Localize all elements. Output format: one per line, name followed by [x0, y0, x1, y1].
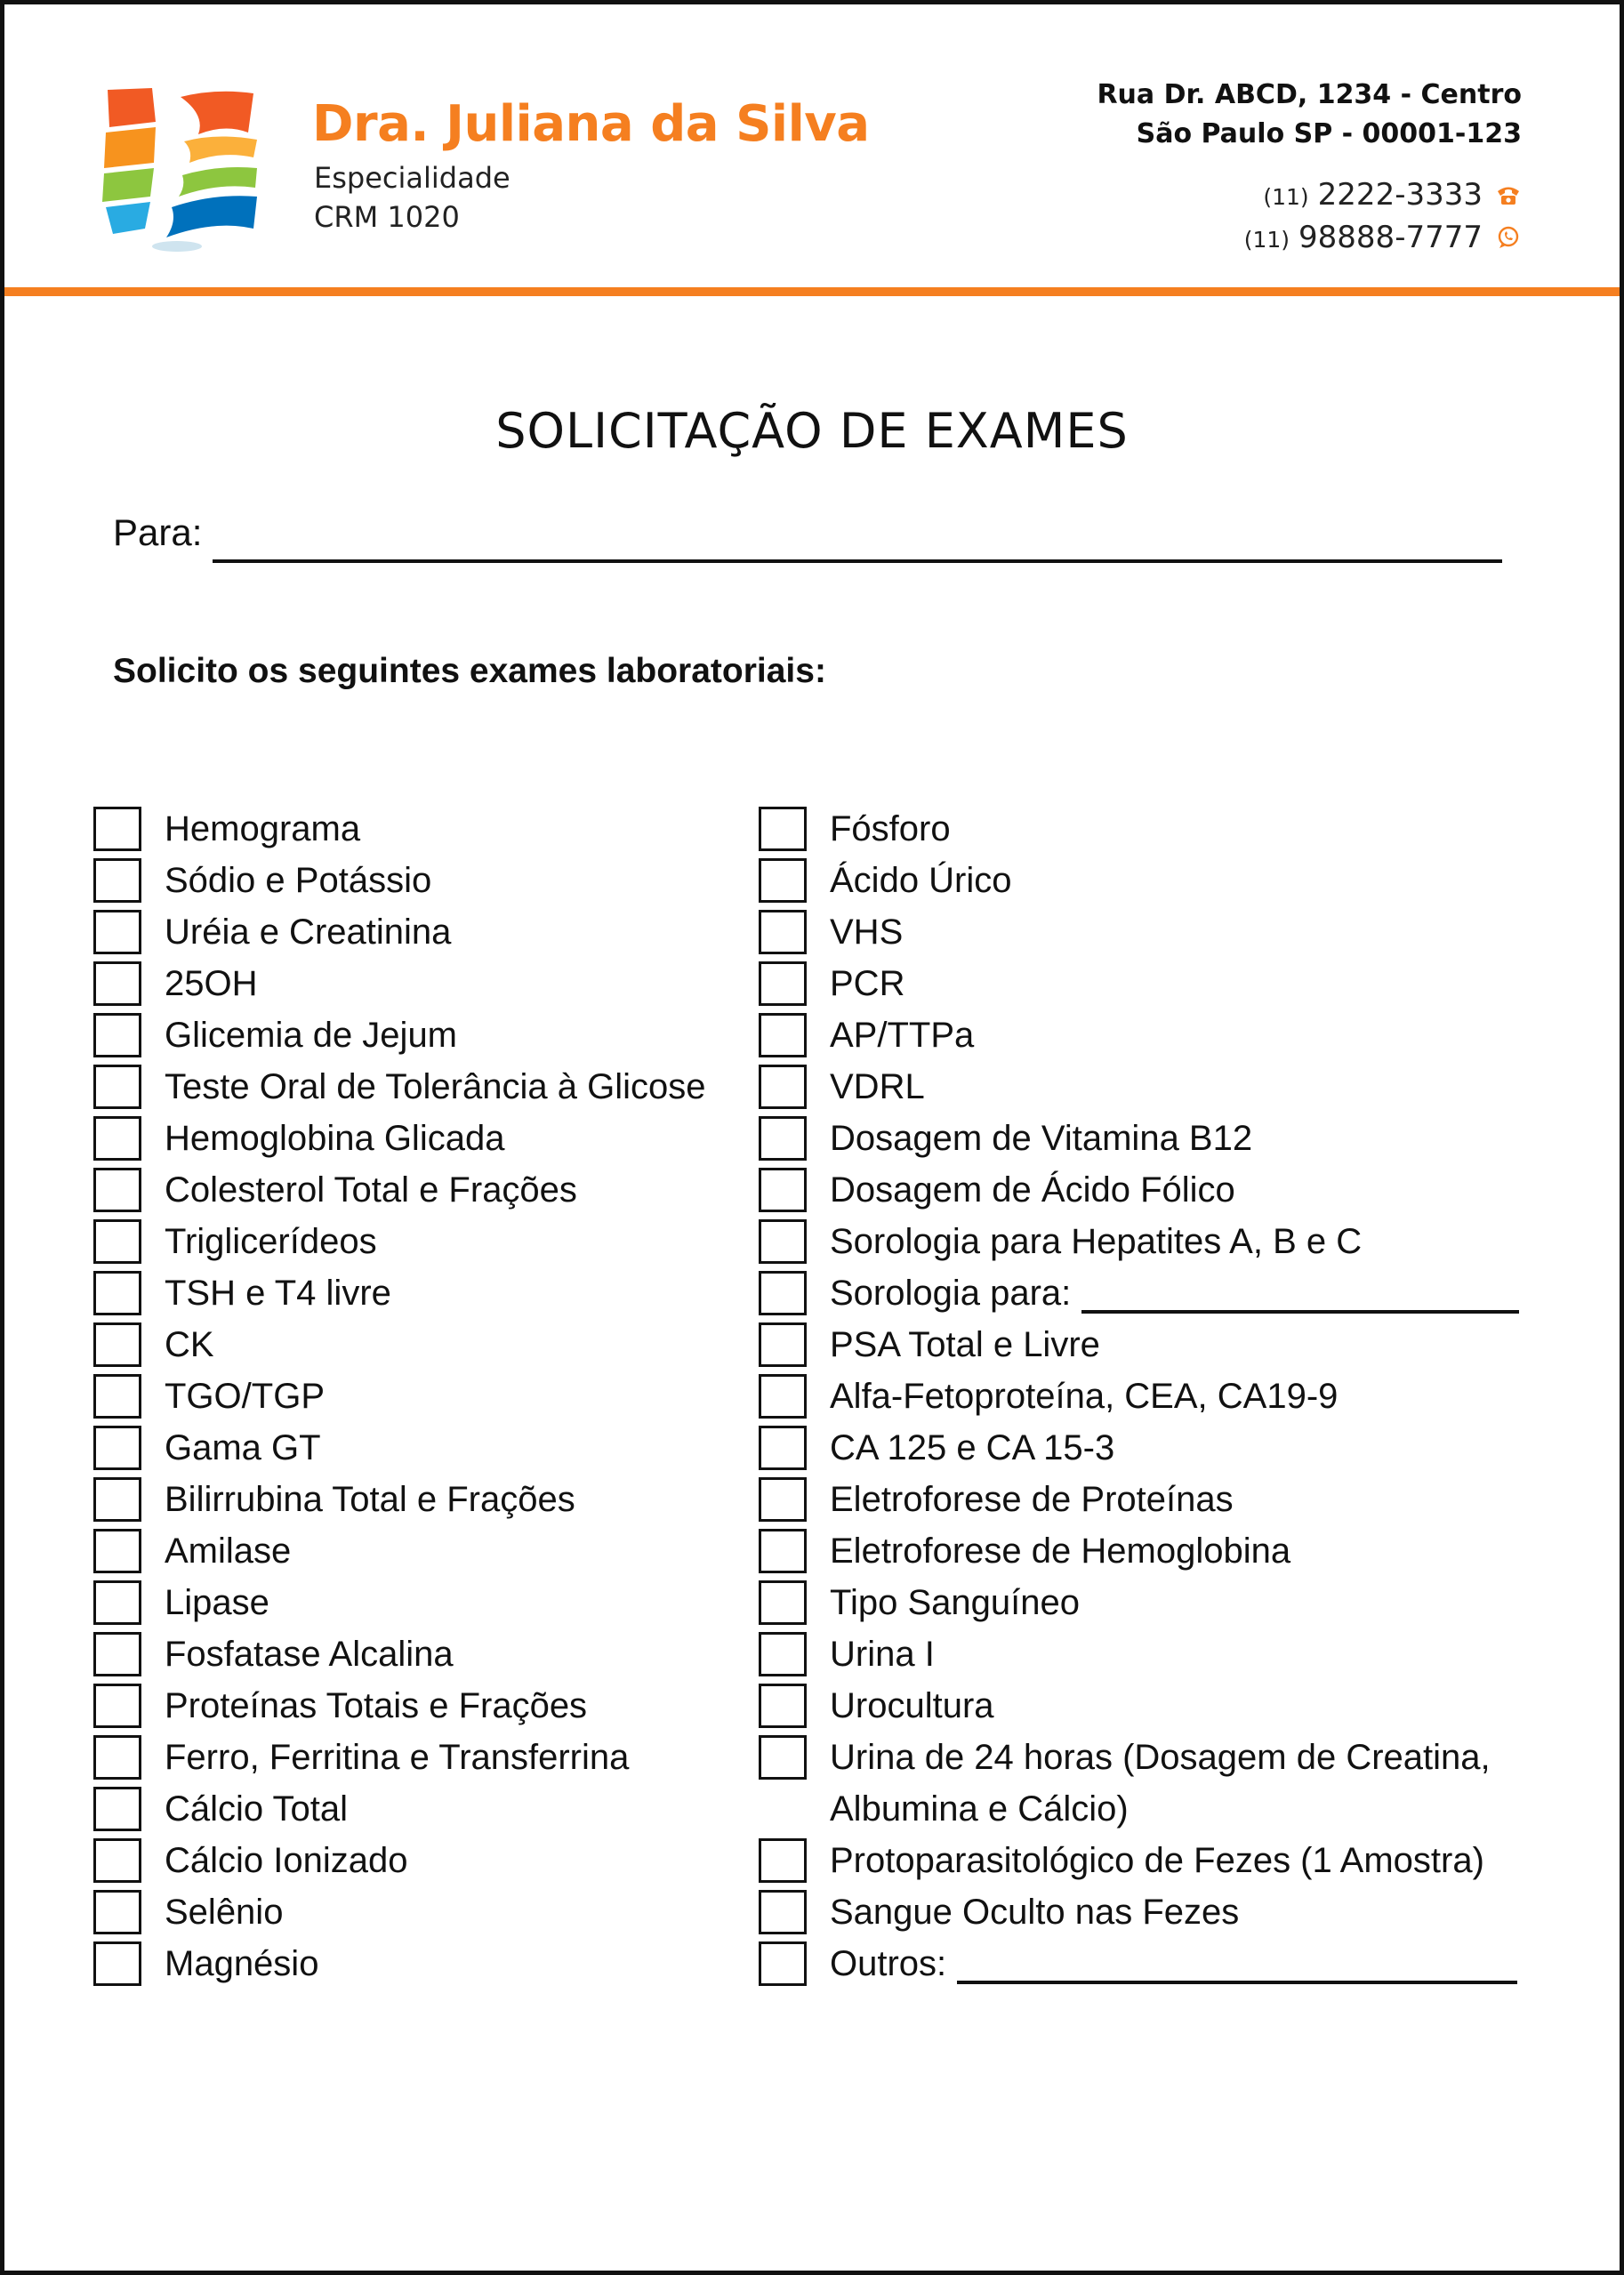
exam-label: Ferro, Ferritina e Transferrina [165, 1737, 630, 1777]
para-input-line[interactable] [213, 559, 1502, 563]
exam-checkbox[interactable] [759, 1477, 807, 1522]
exam-checkbox[interactable] [93, 1941, 141, 1986]
para-label: Para: [113, 511, 203, 553]
outros-input-line[interactable] [957, 1981, 1517, 1984]
exam-label: CK [165, 1324, 214, 1364]
address-line-1: Rua Dr. ABCD, 1234 - Centro [1097, 79, 1522, 110]
exam-item[interactable] [759, 1319, 1519, 1371]
form-title: SOLICITAÇÃO DE EXAMES [495, 403, 1129, 459]
exam-item-continuation [759, 1783, 1519, 1835]
exam-item[interactable] [93, 1164, 705, 1216]
exam-item[interactable] [93, 1061, 705, 1113]
exam-item[interactable] [93, 1113, 705, 1164]
whatsapp-icon [1495, 224, 1522, 251]
exam-item[interactable] [759, 1267, 1519, 1319]
exam-item[interactable] [93, 1319, 705, 1371]
intro-text: Solicito os seguintes exames laboratoriais: [113, 652, 826, 690]
exam-checkbox[interactable] [759, 1322, 807, 1367]
exam-item[interactable] [93, 1009, 705, 1061]
exam-checkbox[interactable] [759, 1838, 807, 1883]
exam-label: Amilase [165, 1531, 292, 1571]
exam-label: Dosagem de Ácido Fólico [830, 1170, 1235, 1210]
exam-item[interactable] [759, 1525, 1519, 1577]
exam-label: Outros: [830, 1943, 947, 1983]
exam-checkbox[interactable] [759, 1168, 807, 1212]
exam-label: Eletroforese de Hemoglobina [830, 1531, 1291, 1571]
exam-item[interactable] [93, 803, 705, 855]
exam-checkbox[interactable] [93, 1787, 141, 1831]
exam-item[interactable] [759, 1061, 1519, 1113]
exam-label: Eletroforese de Proteínas [830, 1479, 1234, 1519]
exam-checkbox[interactable] [93, 807, 141, 851]
exam-label: Alfa-Fetoproteína, CEA, CA19-9 [830, 1376, 1339, 1416]
exam-checkbox[interactable] [93, 1838, 141, 1883]
exam-item[interactable] [93, 1216, 705, 1267]
exam-checkbox[interactable] [93, 1684, 141, 1728]
whatsapp-number: 98888-7777 [1298, 220, 1483, 255]
exam-checkbox[interactable] [93, 1168, 141, 1212]
exam-item[interactable] [759, 1164, 1519, 1216]
exam-checkbox[interactable] [93, 1219, 141, 1264]
exam-checkbox[interactable] [759, 1580, 807, 1625]
exam-item[interactable] [759, 1009, 1519, 1061]
exam-checkbox[interactable] [93, 1271, 141, 1315]
exam-item[interactable] [759, 1938, 1519, 1990]
exam-checkbox[interactable] [759, 1529, 807, 1573]
exam-item[interactable] [93, 1371, 705, 1422]
exam-label: TGO/TGP [165, 1376, 325, 1416]
exam-item[interactable] [759, 1113, 1519, 1164]
exam-checkbox[interactable] [759, 1219, 807, 1264]
exam-label: Selênio [165, 1892, 284, 1932]
exam-label: Urocultura [830, 1685, 994, 1725]
exam-label: VHS [830, 912, 904, 952]
phone-number: 2222-3333 [1317, 177, 1483, 213]
header-divider [4, 287, 1620, 296]
exam-label: Lipase [165, 1582, 269, 1622]
exam-label: Glicemia de Jejum [165, 1015, 458, 1055]
exam-checkbox[interactable] [759, 1941, 807, 1986]
exam-checkbox[interactable] [93, 910, 141, 954]
exam-checkbox[interactable] [759, 807, 807, 851]
exam-checkbox[interactable] [759, 1684, 807, 1728]
exam-label: Protoparasitológico de Fezes (1 Amostra) [830, 1840, 1484, 1880]
exam-list-right [759, 803, 1519, 1990]
exam-label: Sangue Oculto nas Fezes [830, 1892, 1240, 1932]
exam-label: 25OH [165, 963, 258, 1003]
exam-checkbox[interactable] [759, 858, 807, 903]
exam-checkbox[interactable] [759, 1426, 807, 1470]
exam-label: Fosfatase Alcalina [165, 1634, 454, 1674]
exam-label: Hemograma [165, 808, 361, 848]
exam-item[interactable] [93, 1628, 705, 1680]
exam-item[interactable] [93, 958, 705, 1009]
exam-item[interactable] [93, 1886, 705, 1938]
exam-label: Cálcio Ionizado [165, 1840, 408, 1880]
exam-checkbox[interactable] [93, 1426, 141, 1470]
exam-label: AP/TTPa [830, 1015, 975, 1055]
exam-checkbox[interactable] [93, 1322, 141, 1367]
crm-number: CRM 1020 [314, 200, 460, 234]
exam-item[interactable] [93, 1577, 705, 1628]
exam-item[interactable] [759, 1422, 1519, 1474]
exam-item[interactable] [759, 1371, 1519, 1422]
exam-label: Triglicerídeos [165, 1221, 377, 1261]
exam-checkbox[interactable] [93, 961, 141, 1006]
exam-item[interactable] [759, 958, 1519, 1009]
exam-label: Tipo Sanguíneo [830, 1582, 1080, 1622]
exam-checkbox[interactable] [759, 1374, 807, 1419]
exam-checkbox[interactable] [759, 1632, 807, 1676]
exam-checkbox[interactable] [93, 1013, 141, 1057]
exam-checkbox[interactable] [759, 910, 807, 954]
exam-item[interactable] [93, 1835, 705, 1886]
address-line-2: São Paulo SP - 00001-123 [1136, 118, 1522, 149]
exam-checkbox[interactable] [759, 1116, 807, 1161]
exam-list-left [93, 803, 705, 1990]
exam-item[interactable] [93, 1525, 705, 1577]
exam-item[interactable] [759, 1732, 1519, 1783]
exam-label: Sorologia para Hepatites A, B e C [830, 1221, 1363, 1261]
exam-item[interactable] [759, 1886, 1519, 1938]
exam-checkbox[interactable] [93, 1374, 141, 1419]
specialty-text: Especialidade [314, 161, 511, 195]
exam-checkbox[interactable] [93, 1529, 141, 1573]
exam-label: Fósforo [830, 808, 951, 848]
exam-label: Albumina e Cálcio) [830, 1789, 1129, 1829]
exam-label: Magnésio [165, 1943, 319, 1983]
exam-item[interactable] [93, 1783, 705, 1835]
exam-checkbox[interactable] [759, 1271, 807, 1315]
exam-label: Urina I [830, 1634, 935, 1674]
exam-checkbox[interactable] [93, 1065, 141, 1109]
exam-item[interactable] [759, 906, 1519, 958]
exam-checkbox[interactable] [93, 1735, 141, 1780]
exam-item[interactable] [93, 855, 705, 906]
exam-item[interactable] [93, 906, 705, 958]
phone-area-code: (11) [1263, 184, 1309, 210]
exam-item[interactable] [759, 1835, 1519, 1886]
exam-label: PSA Total e Livre [830, 1324, 1100, 1364]
exam-label: PCR [830, 963, 905, 1003]
exam-label: Colesterol Total e Frações [165, 1170, 577, 1210]
para-field [113, 511, 1502, 554]
exam-checkbox[interactable] [759, 1735, 807, 1780]
exam-label: Sorologia para: [830, 1273, 1072, 1313]
exam-item[interactable] [93, 1267, 705, 1319]
exam-item[interactable] [759, 803, 1519, 855]
exam-checkbox[interactable] [93, 1580, 141, 1625]
telephone-icon [1495, 181, 1522, 208]
sorologia-input-line[interactable] [1081, 1310, 1519, 1314]
exam-label: TSH e T4 livre [165, 1273, 391, 1313]
exam-item[interactable] [759, 1474, 1519, 1525]
exam-item[interactable] [93, 1732, 705, 1783]
exam-label: Gama GT [165, 1427, 321, 1467]
whatsapp-area-code: (11) [1243, 227, 1290, 253]
clinic-logo [100, 86, 269, 255]
whatsapp-line [1244, 220, 1522, 255]
exam-label: CA 125 e CA 15-3 [830, 1427, 1115, 1467]
exam-checkbox[interactable] [759, 1065, 807, 1109]
exam-checkbox[interactable] [93, 1477, 141, 1522]
exam-label: Proteínas Totais e Frações [165, 1685, 588, 1725]
doctor-name: Dra. Juliana da Silva [312, 95, 870, 153]
exam-checkbox[interactable] [759, 961, 807, 1006]
exam-label: Dosagem de Vitamina B12 [830, 1118, 1253, 1158]
exam-checkbox[interactable] [93, 858, 141, 903]
exam-label: Sódio e Potássio [165, 860, 432, 900]
exam-item[interactable] [93, 1474, 705, 1525]
exam-item[interactable] [759, 855, 1519, 906]
exam-label: Teste Oral de Tolerância à Glicose [165, 1066, 706, 1106]
exam-checkbox[interactable] [759, 1013, 807, 1057]
exam-label: VDRL [830, 1066, 925, 1106]
exam-checkbox[interactable] [93, 1890, 141, 1934]
exam-label: Cálcio Total [165, 1789, 349, 1829]
exam-label: Hemoglobina Glicada [165, 1118, 505, 1158]
exam-label: Uréia e Creatinina [165, 912, 452, 952]
exam-label: Ácido Úrico [830, 860, 1012, 900]
exam-item[interactable] [759, 1216, 1519, 1267]
exam-item[interactable] [93, 1422, 705, 1474]
exam-item[interactable] [759, 1628, 1519, 1680]
exam-label: Urina de 24 horas (Dosagem de Creatina, [830, 1737, 1491, 1777]
exam-item[interactable] [93, 1680, 705, 1732]
exam-checkbox[interactable] [93, 1632, 141, 1676]
exam-label: Bilirrubina Total e Frações [165, 1479, 575, 1519]
exam-item[interactable] [93, 1938, 705, 1990]
exam-checkbox[interactable] [93, 1116, 141, 1161]
exam-item[interactable] [759, 1680, 1519, 1732]
exam-item[interactable] [759, 1577, 1519, 1628]
phone-line [1263, 177, 1522, 213]
exam-checkbox[interactable] [759, 1890, 807, 1934]
